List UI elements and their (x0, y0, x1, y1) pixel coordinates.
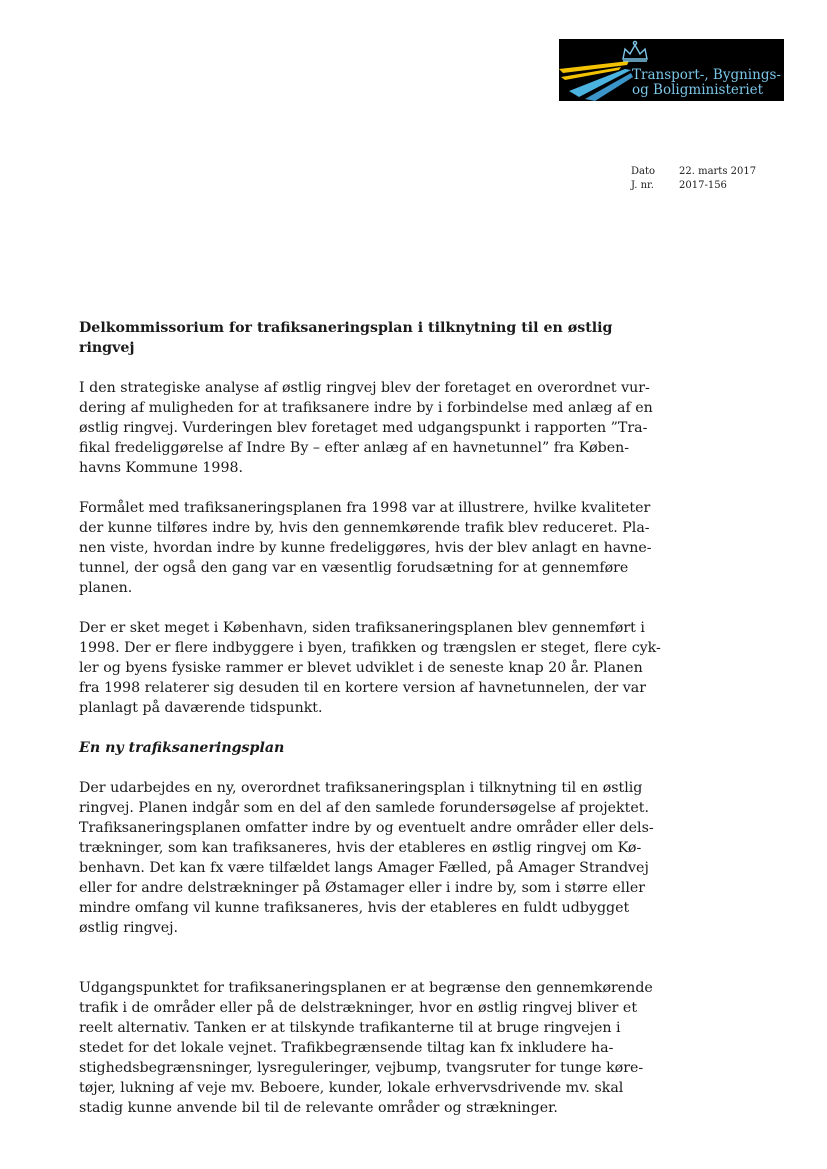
text-line: Der udarbejdes en ny, overordnet trafiksaneringsplan i tilknytning til en østlig (79, 780, 643, 796)
date-label: Dato (631, 166, 656, 177)
text-line: stighedsbegrænsninger, lysreguleringer, vejbump, tvangsruter for tunge køre- (79, 1060, 644, 1076)
title-line: ringvej (79, 340, 135, 356)
text-line: tunnel, der også den gang var en væsentlig forudsætning for at gennemføre (79, 560, 629, 576)
logo-text-line1: Transport-, Bygnings- (632, 67, 781, 83)
paragraph-5 (79, 978, 653, 1118)
paragraph-3 (79, 618, 661, 718)
text-line: østlig ringvej. (79, 920, 179, 936)
text-line: trafik i de områder eller på de delstrækninger, hvor en østlig ringvej bliver et (79, 1000, 638, 1016)
text-line: ringvej. Planen indgår som en del af den samlede forundersøgelse af projektet. (79, 800, 649, 816)
text-line: Trafiksaneringsplanen omfatter indre by og eventuelt andre områder eller dels- (79, 820, 654, 836)
jnr-value: 2017-156 (679, 179, 727, 191)
title-line: Delkommissorium for trafiksaneringsplan i tilknytning til en østlig (79, 320, 613, 336)
text-line: fikal fredeliggørelse af Indre By – efter anlæg af en havnetunnel” fra Køben- (79, 440, 630, 456)
logo-stripe-yellow (559, 61, 629, 73)
text-line: dering af muligheden for at trafiksanere indre by i forbindelse med anlæg af en (79, 400, 653, 416)
text-line: Udgangspunktet for trafiksaneringsplanen er at begrænse den gennemkørende (79, 980, 653, 996)
paragraph-1 (79, 378, 653, 478)
logo-text-line2: og Boligministeriet (632, 82, 764, 98)
jnr-label: J. nr. (631, 179, 654, 191)
text-line: 1998. Der er flere indbyggere i byen, trafikken og trængslen er steget, flere cyk- (79, 640, 661, 656)
text-line: der kunne tilføres indre by, hvis den gennemkørende trafik blev reduceret. Pla- (79, 520, 650, 536)
text-line: Formålet med trafiksaneringsplanen fra 1998 var at illustrere, hvilke kvaliteter (79, 500, 651, 516)
text-line: planen. (79, 580, 133, 596)
text-line: mindre omfang vil kunne trafiksaneres, hvis der etableres en fuldt udbygget (79, 900, 630, 916)
section-heading: En ny trafiksaneringsplan (79, 740, 285, 756)
text-line: eller for andre delstrækninger på Østamager eller i indre by, som i større eller (79, 880, 646, 896)
crown-icon (623, 41, 647, 61)
text-line: ler og byens fysiske rammer er blevet udviklet i de seneste knap 20 år. Planen (79, 660, 643, 676)
text-line: nen viste, hvordan indre by kunne fredeliggøres, hvis der blev anlagt en havne- (79, 540, 652, 556)
text-line: benhavn. Det kan fx være tilfældet langs Amager Fælled, på Amager Strandvej (79, 860, 649, 876)
meta-jnr-row (631, 179, 756, 193)
text-line: I den strategiske analyse af østlig ringvej blev der foretaget en overordnet vur- (79, 380, 650, 396)
text-line: reelt alternativ. Tanken er at tilskynde trafikanterne til at bruge ringvejen i (79, 1020, 621, 1036)
document-body (79, 318, 661, 1138)
text-line: fra 1998 relaterer sig desuden til en kortere version af havnetunnelen, der var (79, 680, 647, 696)
text-line: stadig kunne anvende bil til de relevante områder og strækninger. (79, 1100, 558, 1116)
paragraph-4 (79, 778, 654, 938)
ministry-logo (559, 39, 784, 101)
text-line: planlagt på daværende tidspunkt. (79, 700, 323, 716)
text-line: Der er sket meget i København, siden trafiksaneringsplanen blev gennemført i (79, 620, 645, 636)
text-line: havns Kommune 1998. (79, 460, 244, 476)
text-line: østlig ringvej. Vurderingen blev foretaget med udgangspunkt i rapporten ”Tra- (79, 420, 648, 436)
text-line: tøjer, lukning af veje mv. Beboere, kunder, lokale erhvervsdrivende mv. skal (79, 1080, 624, 1096)
date-value: 22. marts 2017 (679, 166, 757, 177)
text-line: trækninger, som kan trafiksaneres, hvis der etableres en østlig ringvej om Kø- (79, 840, 642, 856)
text-line: stedet for det lokale vejnet. Trafikbegrænsende tiltag kan fx inkludere ha- (79, 1040, 614, 1056)
document-meta (631, 165, 756, 192)
paragraph-2 (79, 498, 652, 598)
meta-date-row (631, 165, 756, 179)
document-title (79, 318, 613, 358)
